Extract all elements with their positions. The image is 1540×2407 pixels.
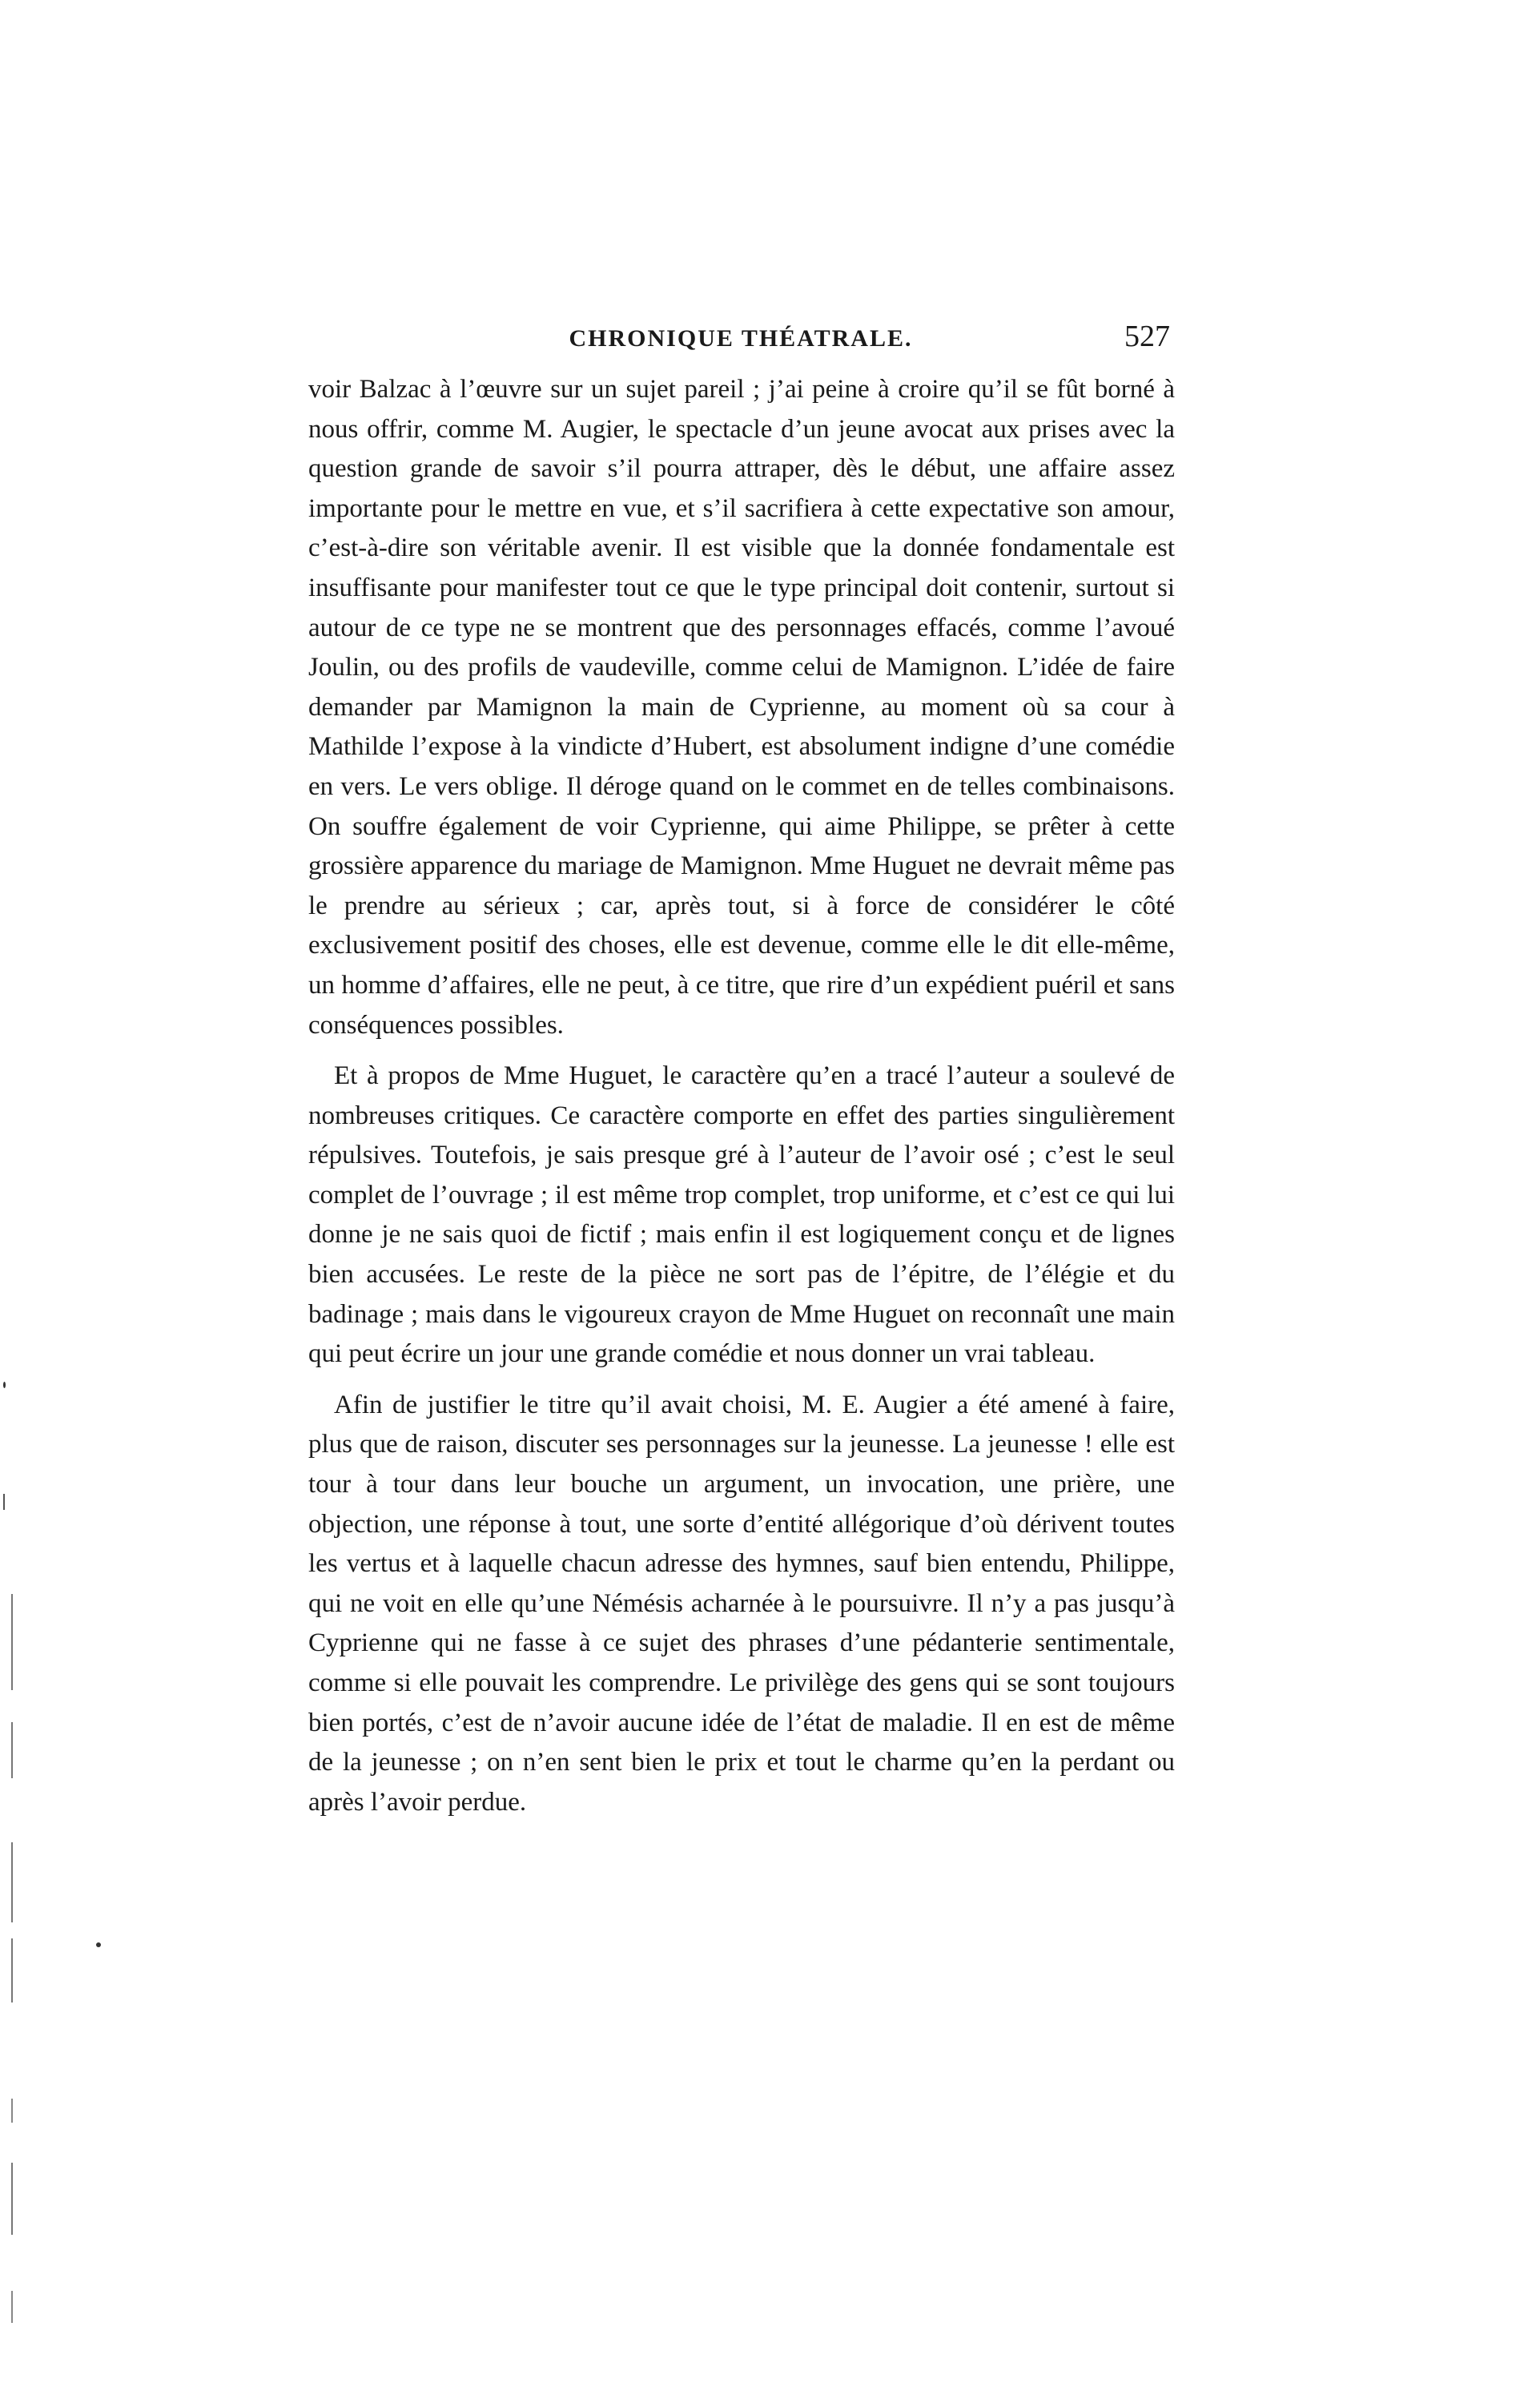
scan-edge-mark xyxy=(11,2291,13,2323)
scan-edge-mark xyxy=(3,1494,5,1510)
scan-speck xyxy=(3,1382,6,1388)
paragraph-3: Afin de justifier le titre qu’il avait choisi, M. E. Augier a été amené à faire, plus que de raison, discuter ses personnages sur la jeunesse. La jeunesse ! elle est tour à tour dans leur bouche un argument, un invocation, une prière, une objection, une réponse à tout, une sorte d’entité allégorique d’où dérivent toutes les vertus et à laquelle chacun adresse des hymnes, sauf bien entendu, Philippe, qui ne voit en elle qu’une Némésis acharnée à le poursuivre. Il n’y a pas jusqu’à Cyprienne qui ne fasse à ce sujet des phrases d’une pédanterie sentimentale, comme si elle pouvait les comprendre. Le privilège des gens qui se sont toujours bien portés, c’est de n’avoir aucune idée de l’état de maladie. Il en est de même de la jeunesse ; on n’en sent bien le prix et tout le charme qu’en la perdant ou après l’avoir perdue. xyxy=(308,1390,1175,1817)
scan-edge-mark xyxy=(11,1842,13,1922)
scan-speck xyxy=(96,1942,101,1947)
paragraph-1: voir Balzac à l’œuvre sur un sujet pareil ; j’ai peine à croire qu’il se fût borné à nous offrir, comme M. Augier, le spectacle d’un jeune avocat aux prises avec la question grande de savoir s’il pourra attraper, dès le début, une affaire assez importante pour le mettre en vue, et s’il sacrifiera à cette expectative son amour, c’est-à-dire son véritable avenir. Il est visible que la donnée fondamentale est insuffisante pour manifester tout ce que le type principal doit contenir, surtout si autour de ce type ne se montrent que des personnages effacés, comme l’avoué Joulin, ou des profils de vaudeville, comme celui de Mamignon. L’idée de faire demander par Mamignon la main de Cyprienne, au moment où sa cour à Mathilde l’expose à la vindicte d’Hubert, est absolument indigne d’une comédie en vers. Le vers oblige. Il déroge quand on le commet en de telles combinaisons. On souffre également de voir Cyprienne, qui aime Philippe, se prêter à cette grossière apparence du mariage de Mamignon. Mme Huguet ne devrait même pas le prendre au sérieux ; car, après tout, si à force de considérer le côté exclusivement positif des choses, elle est devenue, comme elle le dit elle-même, un homme d’affaires, elle ne peut, à ce titre, que rire d’un expédient puéril et sans conséquences possibles. xyxy=(308,375,1175,1040)
running-title: CHRONIQUE THÉATRALE. xyxy=(569,325,913,352)
scan-edge-mark xyxy=(11,2163,13,2235)
page-header xyxy=(308,319,1173,364)
page-number: 527 xyxy=(1124,320,1170,353)
scan-edge-mark xyxy=(11,2099,13,2123)
paragraph-2: Et à propos de Mme Huguet, le caractère qu’en a tracé l’auteur a soulevé de nombreuses critiques. Ce caractère comporte en effet des parties singulièrement répulsives. Toutefois, je sais presque gré à l’auteur de l’avoir osé ; c’est le seul complet de l’ouvrage ; il est même trop complet, trop uniforme, et c’est ce qui lui donne je ne sais quoi de fictif ; mais enfin il est logiquement conçu et de lignes bien accusées. Le reste de la pièce ne sort pas de l’épitre, de l’élégie et du badinage ; mais dans le vigoureux crayon de Mme Huguet on reconnaît une main qui peut écrire un jour une grande comédie et nous donner un vrai tableau. xyxy=(308,1061,1175,1369)
body-text xyxy=(308,370,1175,1833)
scan-edge-mark xyxy=(11,1594,13,1690)
scan-edge-mark xyxy=(11,1722,13,1778)
scan-edge-mark xyxy=(11,1938,13,2002)
